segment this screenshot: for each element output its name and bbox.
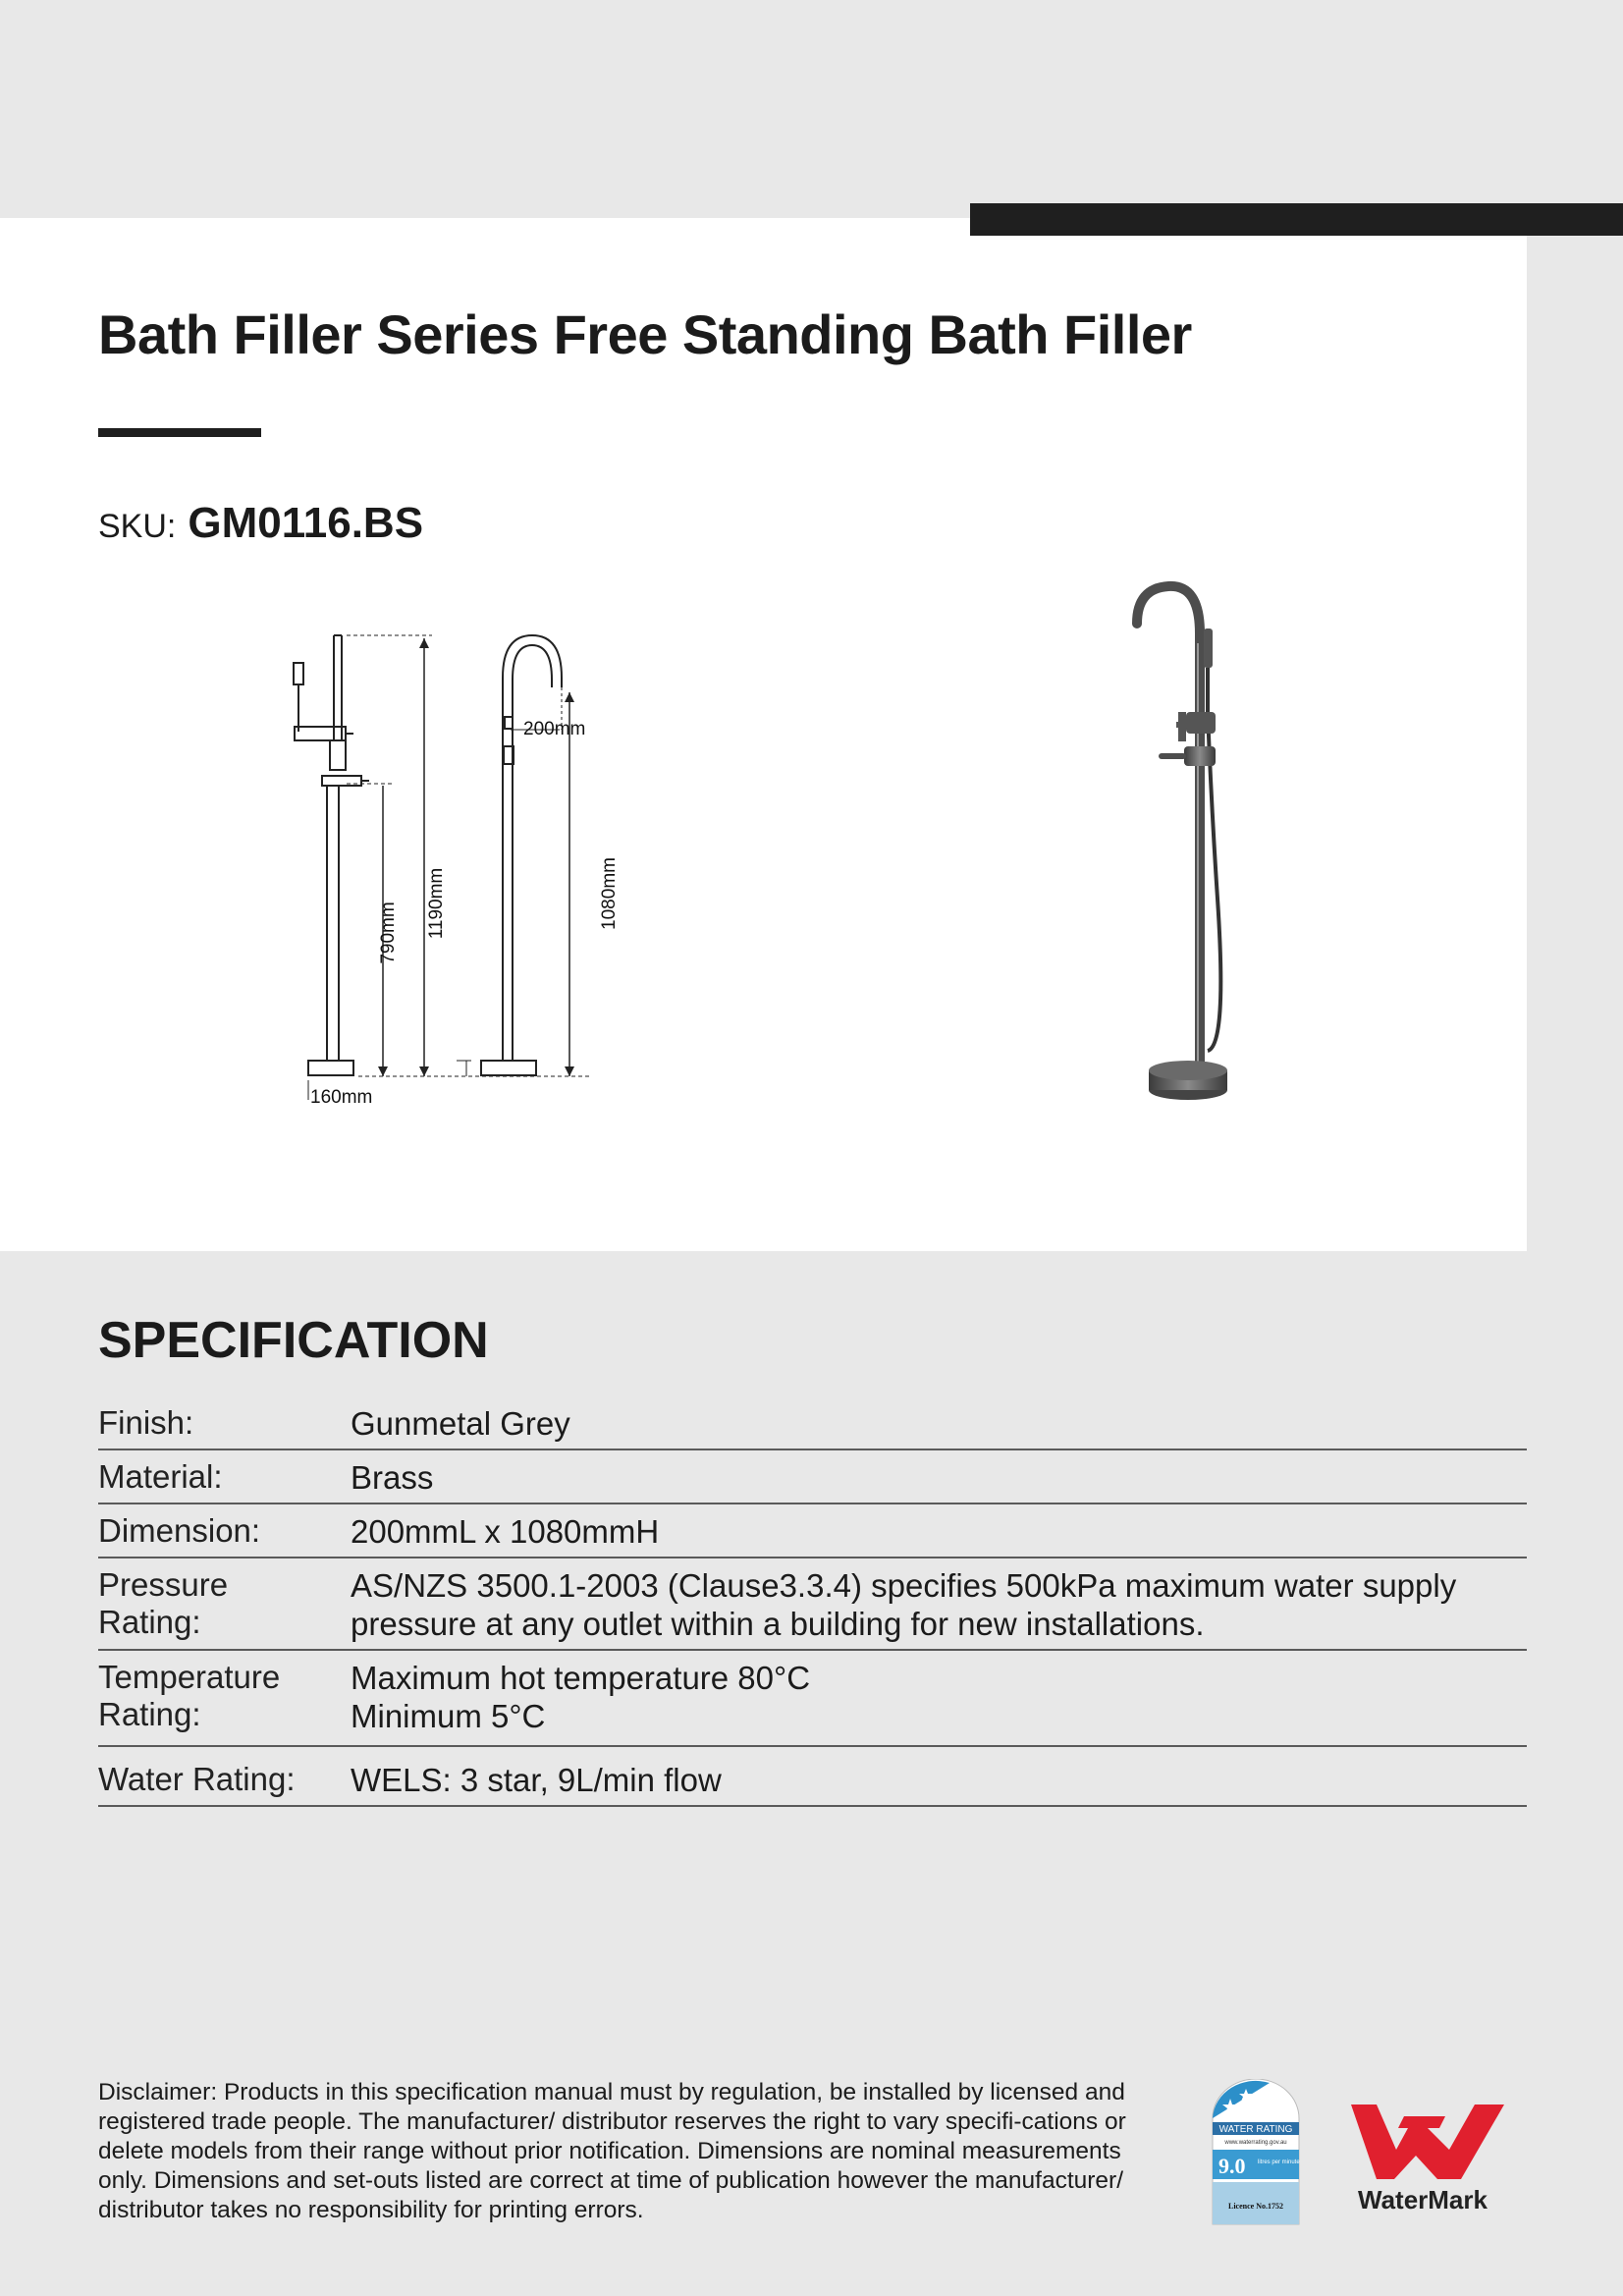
spec-row-finish	[98, 1396, 1527, 1450]
base-plate-front	[481, 1061, 536, 1075]
sku-line	[98, 499, 423, 548]
spout-body	[1137, 586, 1200, 1090]
specification-heading: SPECIFICATION	[98, 1312, 489, 1369]
spec-label: Pressure Rating:	[98, 1566, 229, 1640]
wels-flow: 9.0	[1218, 2154, 1246, 2178]
disclaimer-text: Disclaimer: Products in this specification manual must by regulation, be installed by licensed and registered trade people. The manufacturer/ distributor reserves the right to vary specifi-cations or delete models from their range without prior notification. Dimensions are nominal measurements only. Dimensions and set-outs listed are correct at time of publication however the manufacturer/ distributor takes no responsibility for printing errors.	[98, 2079, 1126, 2223]
spec-row-dimension	[98, 1504, 1527, 1558]
base-plate-side	[308, 1061, 353, 1075]
shower-holder	[295, 727, 346, 740]
hand-shower-head	[294, 663, 303, 684]
spec-value: Brass	[351, 1459, 434, 1496]
header-accent-bar	[970, 203, 1623, 236]
spec-label: Dimension:	[98, 1512, 261, 1549]
spec-label: Material:	[98, 1458, 223, 1495]
technical-drawing	[275, 619, 648, 1120]
spec-value: Maximum hot temperature 80°C Minimum 5°C	[351, 1660, 811, 1734]
page-title: Bath Filler Series Free Standing Bath Filler	[98, 303, 1192, 365]
spec-value: WELS: 3 star, 9L/min flow	[351, 1762, 722, 1798]
spec-row-temperature	[98, 1651, 1527, 1747]
spec-row-material	[98, 1450, 1527, 1504]
spec-label: Finish:	[98, 1404, 194, 1441]
dim-width-label: 200mm	[523, 719, 586, 739]
mixer-body	[1184, 746, 1216, 766]
spec-label: Water Rating:	[98, 1761, 296, 1797]
mixer-lever	[1159, 753, 1186, 759]
wels-water-rating-label	[1211, 2079, 1301, 2226]
spec-label: Temperature Rating:	[98, 1659, 281, 1732]
specification-table	[98, 1396, 1527, 1807]
spec-row-pressure	[98, 1558, 1527, 1651]
spec-row-water-rating	[98, 1747, 1527, 1807]
sku-label: SKU:	[98, 508, 177, 545]
spec-value: 200mmL x 1080mmH	[351, 1513, 660, 1550]
wels-licence: Licence No.1752	[1228, 2202, 1283, 2211]
wels-unit: litres per minute	[1258, 2159, 1300, 2165]
watermark-text: WaterMark	[1358, 2185, 1488, 2214]
wels-site: www.waterrating.gov.au	[1224, 2140, 1287, 2146]
dim-base-label: 160mm	[310, 1087, 373, 1108]
watermark-logo	[1347, 2099, 1509, 2182]
spout-inner	[513, 645, 552, 1061]
product-photo	[1109, 574, 1306, 1115]
wels-heading: WATER RATING	[1218, 2124, 1293, 2135]
spec-value: AS/NZS 3500.1-2003 (Clause3.3.4) specifies 500kPa maximum water supply pressure at any outlet within a building for new installations.	[351, 1567, 1457, 1642]
sku-value: GM0116.BS	[188, 499, 424, 547]
dim-handle-height-label: 790mm	[378, 902, 399, 964]
dim-spout-height-label: 1080mm	[599, 857, 620, 930]
spec-value: Gunmetal Grey	[351, 1405, 570, 1442]
title-underline	[98, 428, 261, 437]
dim-total-height-label: 1190mm	[426, 867, 447, 940]
hand-shower	[1204, 629, 1213, 668]
